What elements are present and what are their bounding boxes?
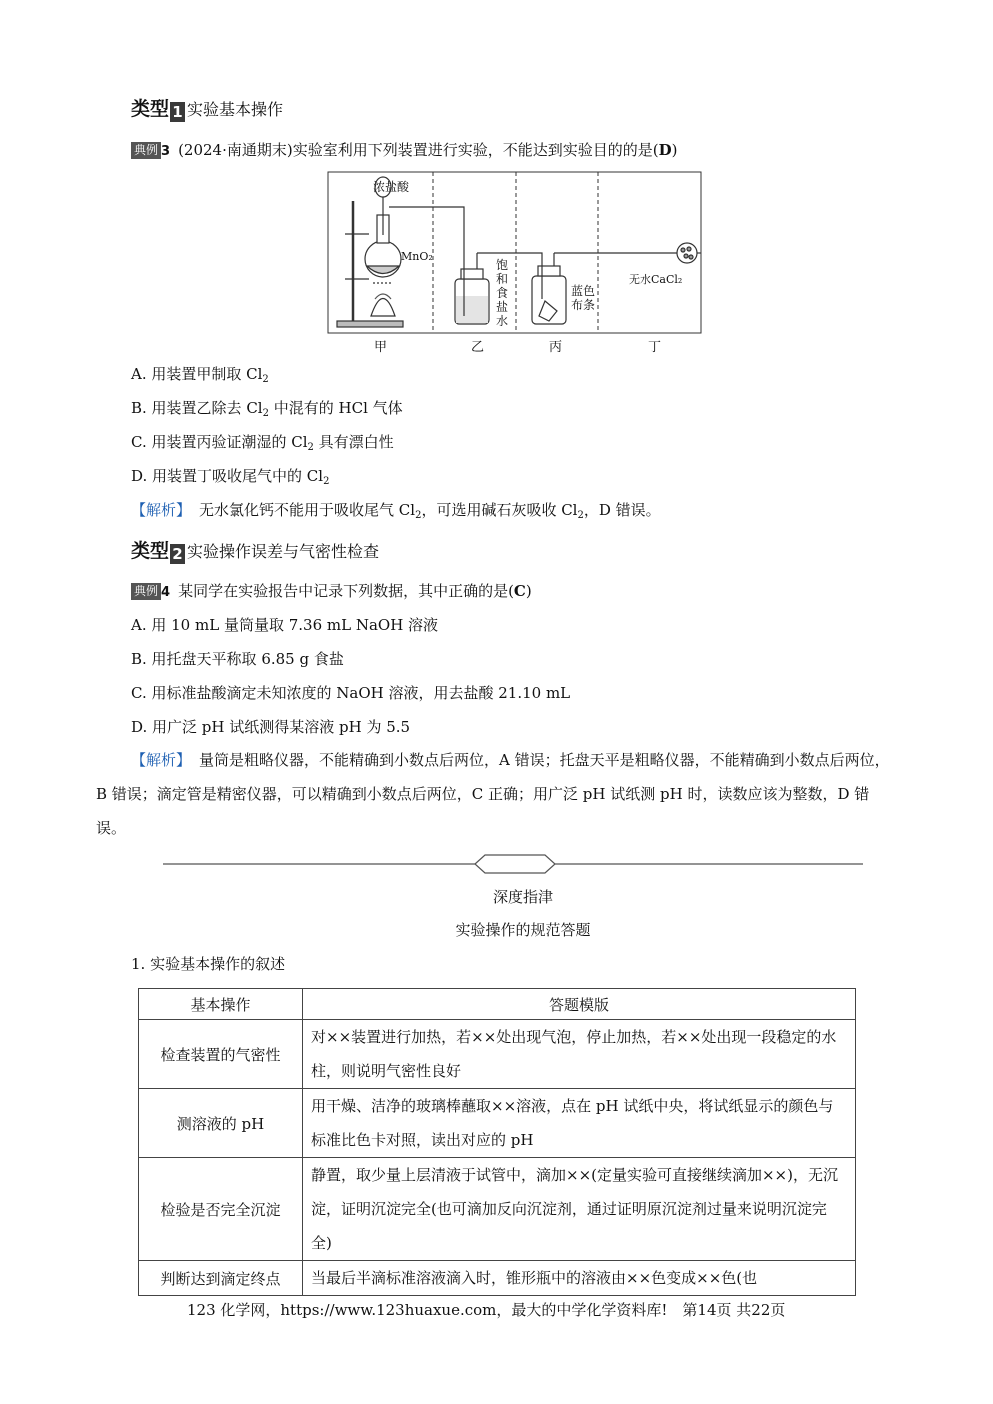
example4-number: 4 (161, 585, 171, 600)
example3-number: 3 (161, 144, 171, 159)
section-item-1: 1. 实验基本操作的叙述 (131, 955, 286, 973)
example4-question-close: ) (525, 582, 532, 600)
example4-analysis (96, 743, 896, 845)
section-label-yi: 乙 (471, 340, 485, 355)
table-cell-template: 当最后半滴标准溶液滴入时，锥形瓶中的溶液由××色变成××色(也 (303, 1261, 856, 1296)
label-mno2: MnO₂ (401, 250, 433, 263)
type1-heading (131, 96, 283, 123)
label-conc-hcl: 浓盐酸 (373, 180, 410, 194)
table-header-row (139, 989, 856, 1020)
example4-question: 某同学在实验报告中记录下列数据，其中正确的是( (178, 582, 514, 600)
page-footer: 123 化学网，https://www.123huaxue.com，最大的中学化学资料库! 第14页 共22页 (187, 1301, 786, 1319)
option-b-subscript: 2 (262, 408, 269, 419)
section-title: 深度指津 (492, 888, 553, 906)
analysis-subscript-2: 2 (577, 510, 584, 521)
apparatus-figure (327, 171, 703, 359)
table-cell-template: 静置，取少量上层清液于试管中，滴加××(定量实验可直接继续滴加××)，无沉淀，证明沉淀完全(也可滴加反向沉淀剂，通过证明原沉淀剂过量来说明沉淀完全) (303, 1158, 856, 1261)
table-cell-op: 测溶液的 pH (139, 1089, 303, 1158)
type2-heading (131, 538, 379, 565)
label-blue-cloth-2: 布条 (571, 298, 596, 312)
label-brine-1: 饱 (496, 258, 509, 272)
example4-option-b: B. 用托盘天平称取 6.85 g 食盐 (131, 650, 344, 668)
section-label-jia: 甲 (374, 340, 388, 355)
table-row (139, 1261, 856, 1296)
label-brine-5: 水 (496, 314, 509, 328)
analysis-text-end: ，D 错误。 (583, 501, 661, 519)
analysis-tag: 【解析】 (131, 501, 192, 519)
table-cell-template: 用干燥、洁净的玻璃棒蘸取××溶液，点在 pH 试纸中央，将试纸显示的颜色与标准比色卡对照，读出对应的 pH (303, 1089, 856, 1158)
option-d-subscript: 2 (323, 476, 330, 487)
drying-tube (627, 243, 701, 263)
section-label-ding: 丁 (648, 340, 662, 355)
table-row (139, 1089, 856, 1158)
table-header-operation: 基本操作 (139, 989, 303, 1020)
table-cell-op: 检验是否完全沉淀 (139, 1158, 303, 1261)
label-cacl2: 无水CaCl₂ (629, 273, 683, 286)
example3-option-b (131, 397, 403, 419)
analysis-subscript-1: 2 (415, 510, 422, 521)
example3-option-c (131, 431, 394, 453)
type1-word: 类型 (131, 98, 170, 120)
example4-option-c: C. 用标准盐酸滴定未知浓度的 NaOH 溶液，用去盐酸 21.10 mL (131, 684, 571, 702)
label-brine-4: 盐 (496, 300, 509, 314)
divider-badge (475, 855, 555, 873)
analysis-text: 无水氯化钙不能用于吸收尾气 Cl (199, 501, 416, 519)
type2-number: 2 (170, 544, 185, 564)
section-divider (163, 853, 863, 875)
example3-option-a (131, 363, 269, 385)
example4-option-a: A. 用 10 mL 量筒量取 7.36 mL NaOH 溶液 (131, 616, 439, 634)
option-c-suffix: 具有漂白性 (313, 433, 394, 451)
option-a-text: A. 用装置甲制取 Cl (131, 365, 263, 383)
example4-stem (131, 580, 532, 604)
example3-option-d (131, 465, 329, 487)
example4-badge: 典例 (131, 583, 161, 600)
label-brine-3: 食 (496, 286, 509, 300)
type1-number: 1 (170, 102, 185, 122)
table-row (139, 1020, 856, 1089)
option-c-text: C. 用装置丙验证潮湿的 Cl (131, 433, 308, 451)
option-b-suffix: 中混有的 HCl 气体 (268, 399, 403, 417)
table-cell-op: 检查装置的气密性 (139, 1020, 303, 1089)
analysis-text-mid: ，可选用碱石灰吸收 Cl (421, 501, 578, 519)
option-c-subscript: 2 (307, 442, 314, 453)
section-label-bing: 丙 (549, 340, 563, 355)
example3-badge: 典例 (131, 142, 161, 159)
analysis4-text: 量筒是粗略仪器，不能精确到小数点后两位，A 错误；托盘天平是粗略仪器，不能精确到小数点后两位，B 错误；滴定管是精密仪器，可以精确到小数点后两位，C 正确；用广泛 pH 试纸测 pH 时，读数应该为整数，D 错误。 (96, 751, 890, 837)
type2-word: 类型 (131, 540, 170, 562)
example3-question-close: ) (671, 141, 678, 159)
example4-answer: C (513, 582, 526, 600)
type1-title: 实验基本操作 (187, 100, 284, 119)
label-blue-cloth-1: 蓝色 (571, 284, 596, 298)
table-header-template: 答题模版 (303, 989, 856, 1020)
example3-answer: D (658, 141, 672, 159)
example3-question: (2024·南通期末)实验室利用下列装置进行实验，不能达到实验目的的是( (178, 141, 659, 159)
analysis4-tag: 【解析】 (131, 751, 192, 769)
type2-title: 实验操作误差与气密性检查 (187, 542, 380, 561)
example3-analysis (131, 499, 661, 521)
table-cell-op: 判断达到滴定终点 (139, 1261, 303, 1296)
table-row (139, 1158, 856, 1261)
section-subtitle: 实验操作的规范答题 (455, 921, 591, 939)
label-brine-2: 和 (496, 272, 509, 286)
table-cell-template: 对××装置进行加热，若××处出现气泡，停止加热，若××处出现一段稳定的水柱，则说明气密性良好 (303, 1020, 856, 1089)
option-d-text: D. 用装置丁吸收尾气中的 Cl (131, 467, 324, 485)
option-b-text: B. 用装置乙除去 Cl (131, 399, 263, 417)
example4-option-d: D. 用广泛 pH 试纸测得某溶液 pH 为 5.5 (131, 718, 411, 736)
example3-stem (131, 139, 677, 163)
template-table (138, 988, 856, 1296)
option-a-subscript: 2 (262, 374, 269, 385)
